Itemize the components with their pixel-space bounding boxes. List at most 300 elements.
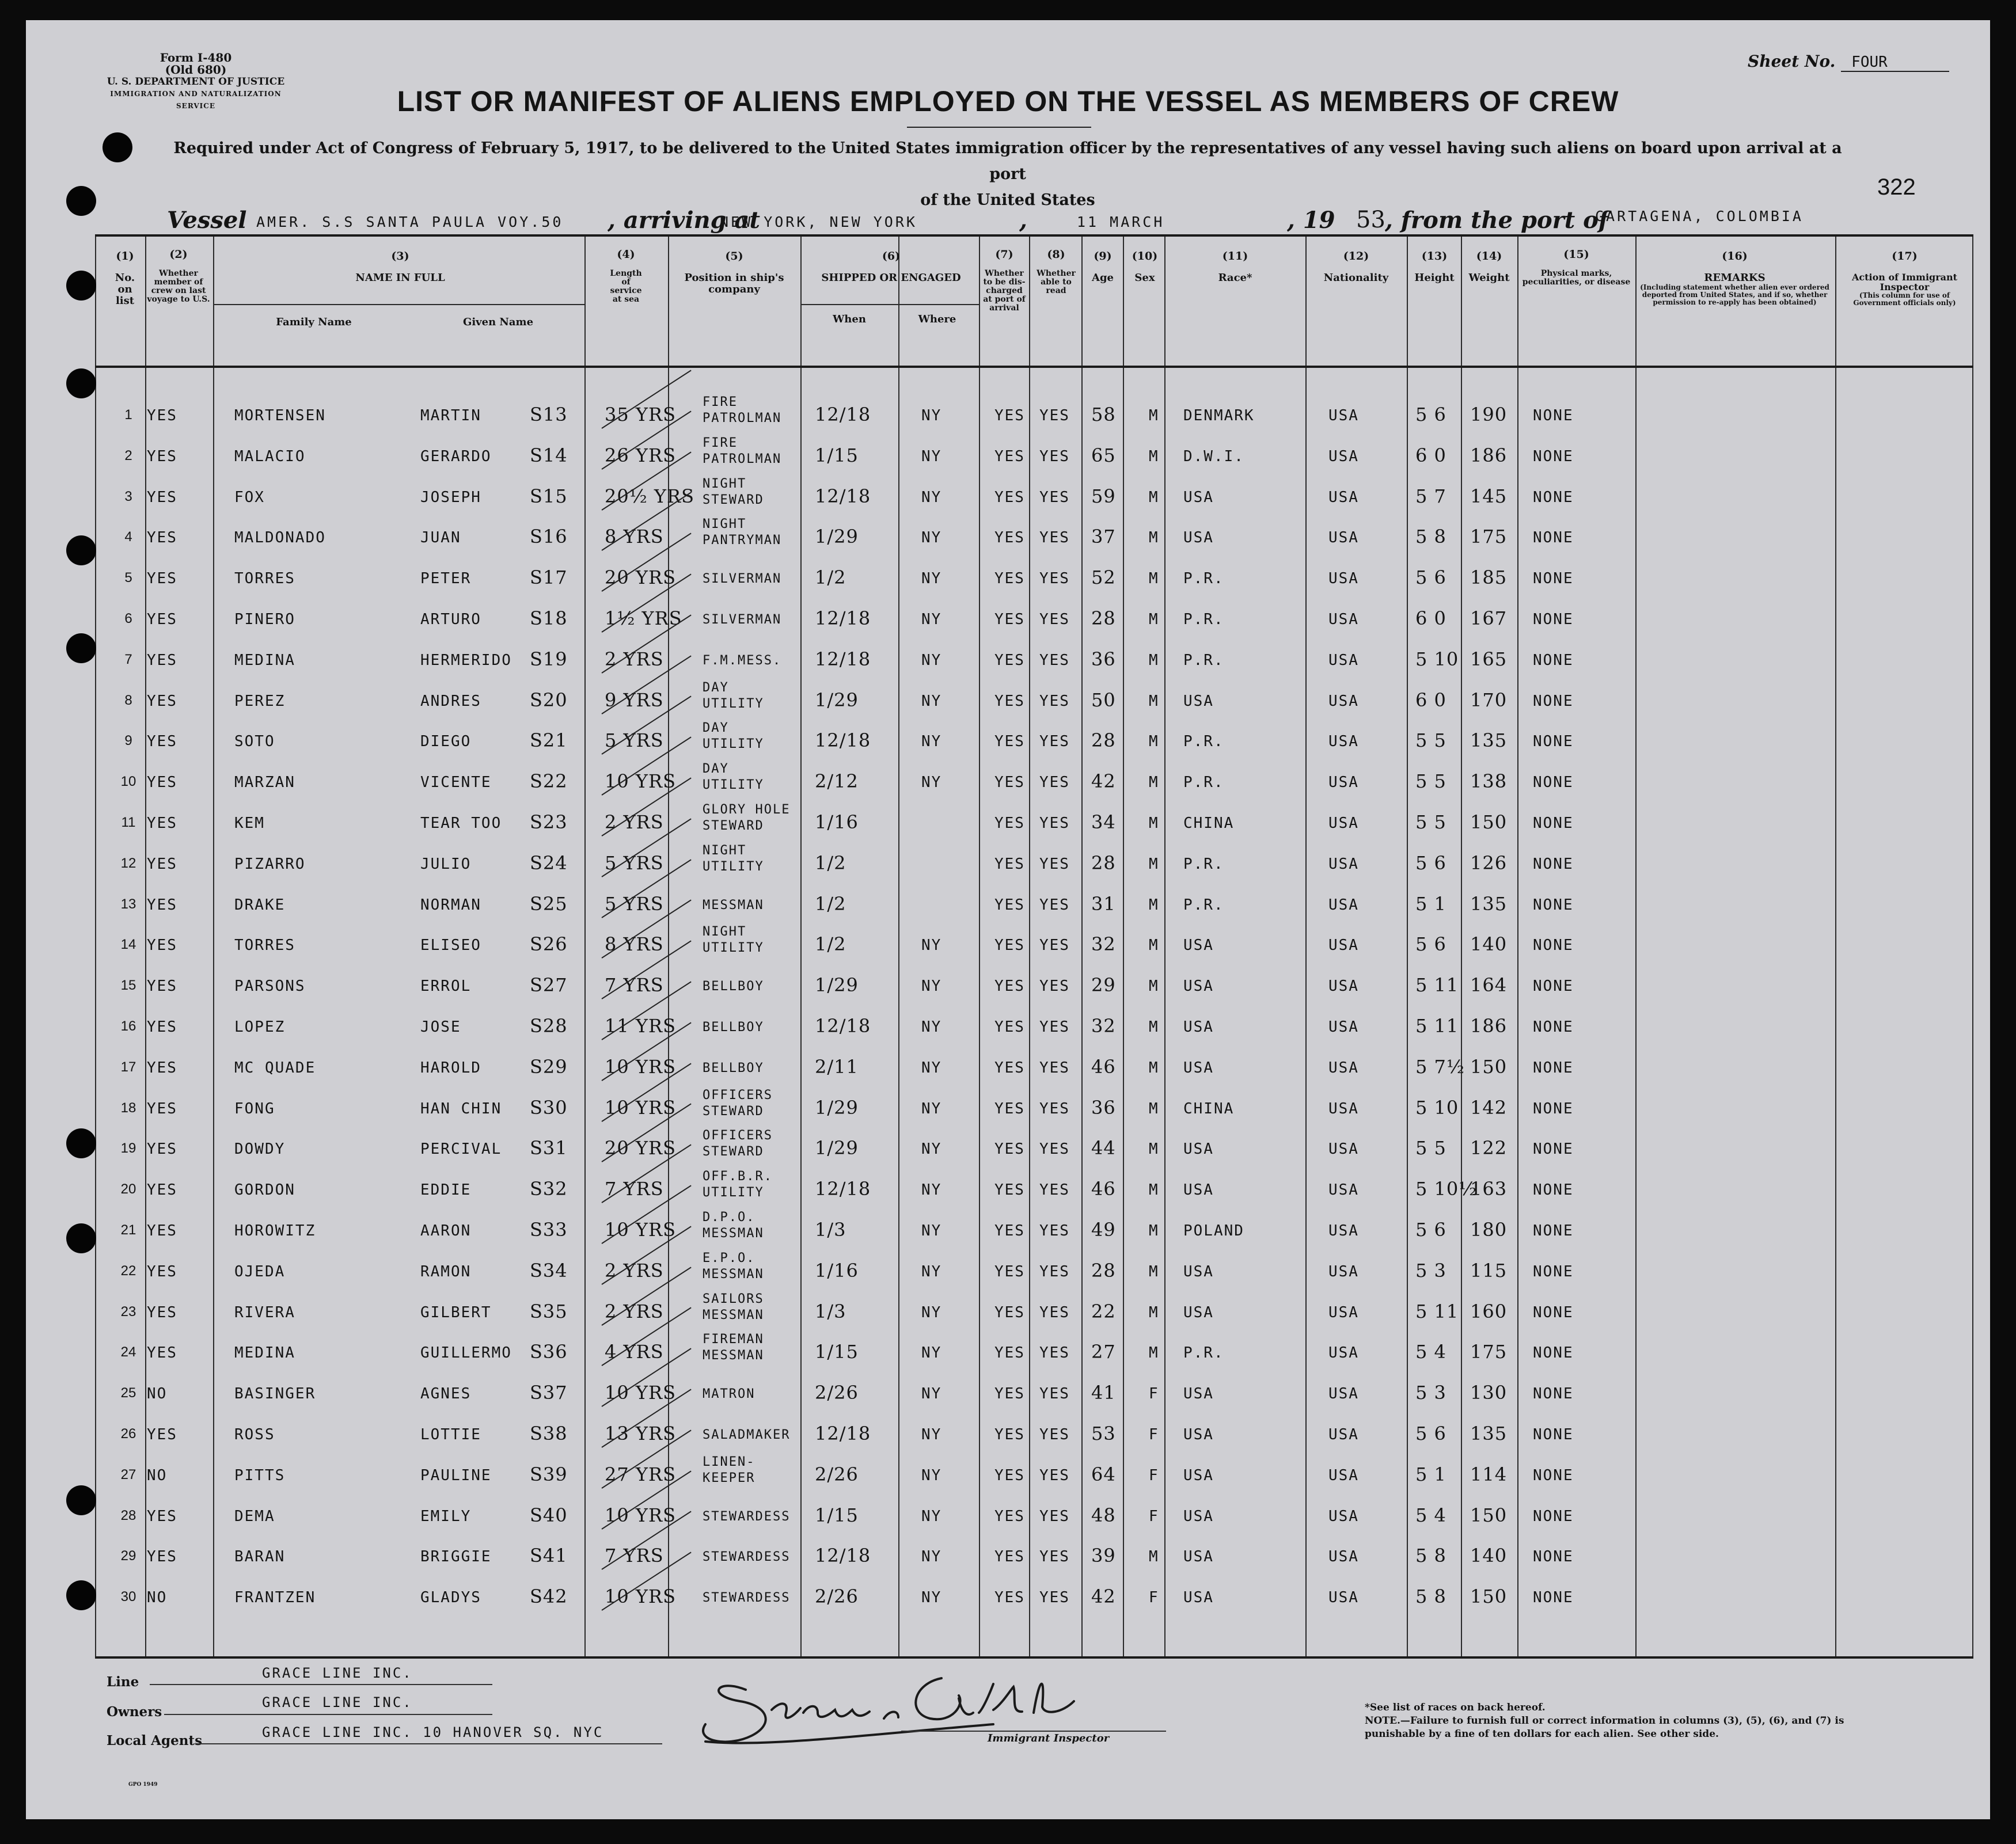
col10-header: (10) Sex [1132, 250, 1158, 284]
cell-where: NY [921, 447, 942, 465]
cell-position [703, 516, 829, 549]
cell-position [703, 720, 829, 752]
cell-position [703, 761, 829, 793]
table-border [95, 366, 1973, 368]
cell-read: YES [1039, 774, 1070, 792]
cell-marks: NONE [1533, 651, 1574, 669]
cell-marks: NONE [1533, 1303, 1574, 1321]
cell-marks: NONE [1533, 611, 1574, 628]
col6-when-header: When [833, 313, 866, 325]
cell-nationality: USA [1328, 1589, 1359, 1607]
cell-height: 5 8 [1415, 1545, 1446, 1567]
cell-code: S15 [530, 485, 568, 507]
row-number: 28 [120, 1507, 136, 1523]
cell-given: JULIO [420, 855, 472, 873]
row-number: 21 [120, 1222, 136, 1238]
cell-weight: 142 [1470, 1096, 1508, 1119]
cell-when: 2/26 [815, 1382, 859, 1404]
cell-when: 12/18 [815, 729, 871, 752]
cell-crew: YES [147, 978, 177, 995]
cell-discharged: YES [994, 774, 1025, 792]
cell-height: 5 11 [1415, 1015, 1459, 1037]
cell-family: TORRES [234, 570, 295, 588]
column-rule [1517, 234, 1518, 1656]
cell-family: DOWDY [234, 1140, 286, 1158]
cell-weight: 150 [1470, 1586, 1508, 1608]
row-number: 1 [124, 407, 132, 423]
position-line: SALADMAKER [703, 1428, 791, 1442]
cell-weight: 170 [1470, 689, 1508, 711]
cell-position [703, 680, 829, 712]
cell-marks: NONE [1533, 407, 1574, 424]
cell-race: USA [1183, 937, 1214, 955]
cell-age: 50 [1091, 689, 1116, 711]
cell-family: BARAN [234, 1548, 286, 1566]
cell-marks: NONE [1533, 733, 1574, 751]
cell-where: NY [921, 1548, 942, 1566]
cell-read: YES [1039, 488, 1070, 506]
cell-height: 5 5 [1415, 729, 1446, 752]
position-line: FIRE [703, 395, 738, 409]
footnote-races: *See list of races on back hereof. [1365, 1702, 1546, 1713]
from-port: CARTAGENA, COLOMBIA [1595, 208, 1804, 225]
row-number: 25 [120, 1385, 136, 1401]
cell-when: 1/16 [815, 1259, 859, 1282]
cell-family: OJEDA [234, 1263, 286, 1280]
cell-family: PEREZ [234, 692, 286, 710]
cell-marks: NONE [1533, 488, 1574, 506]
col12-header: (12) Nationality [1323, 250, 1389, 284]
cell-service: 2 YRS [605, 811, 664, 833]
col5-header: (5) Position in ship's company [684, 250, 784, 295]
row-number: 18 [120, 1100, 136, 1116]
cell-sex: F [1149, 1507, 1159, 1525]
cell-marks: NONE [1533, 1466, 1574, 1484]
cell-crew: YES [147, 733, 177, 751]
cell-service: 8 YRS [605, 526, 664, 548]
cell-nationality: USA [1328, 1059, 1359, 1077]
cell-family: TORRES [234, 937, 295, 955]
cell-weight: 130 [1470, 1382, 1508, 1404]
cell-race: USA [1183, 1589, 1214, 1607]
col13-header: (13) Height [1414, 250, 1455, 284]
cell-sex: M [1149, 611, 1159, 628]
col14-header: (14) Weight [1468, 250, 1510, 284]
cell-age: 44 [1091, 1137, 1116, 1159]
cell-when: 1/29 [815, 1137, 859, 1159]
cell-service: 8 YRS [605, 933, 664, 956]
cell-age: 49 [1091, 1219, 1116, 1241]
cell-position [703, 1291, 829, 1324]
cell-sex: M [1149, 1344, 1159, 1362]
row-number: 13 [120, 896, 136, 912]
cell-code: S35 [530, 1300, 568, 1322]
cell-read: YES [1039, 733, 1070, 751]
cell-height: 5 8 [1415, 1586, 1446, 1608]
cell-service: 5 YRS [605, 729, 664, 752]
cell-position [703, 435, 829, 467]
cell-read: YES [1039, 1181, 1070, 1199]
column-rule [1029, 234, 1030, 1656]
cell-where: NY [921, 570, 942, 588]
cell-when: 12/18 [815, 648, 871, 670]
column-rule [95, 234, 96, 1656]
position-line: UTILITY [703, 696, 764, 711]
row-number: 30 [120, 1589, 136, 1605]
cell-code: S20 [530, 689, 568, 711]
cell-code: S30 [530, 1096, 568, 1119]
col11-header: (11) Race* [1218, 250, 1252, 284]
cell-height: 5 10 [1415, 1096, 1459, 1119]
cell-code: S34 [530, 1259, 568, 1282]
cell-nationality: USA [1328, 1466, 1359, 1484]
cell-family: FONG [234, 1100, 275, 1117]
punch-hole [102, 132, 132, 162]
cell-race: D.W.I. [1183, 447, 1244, 465]
cell-code: S27 [530, 974, 568, 997]
cell-race: USA [1183, 692, 1214, 710]
cell-when: 12/18 [815, 1423, 871, 1444]
cell-crew: YES [147, 1548, 177, 1566]
cell-nationality: USA [1328, 1303, 1359, 1321]
cell-read: YES [1039, 1100, 1070, 1117]
col6-where-header: Where [918, 313, 956, 325]
cell-race: P.R. [1183, 855, 1224, 873]
cell-weight: 150 [1470, 1504, 1508, 1526]
cell-age: 31 [1091, 892, 1116, 915]
cell-sex: M [1149, 1059, 1159, 1077]
row-number: 2 [124, 447, 132, 463]
cell-family: HOROWITZ [234, 1222, 316, 1240]
cell-read: YES [1039, 651, 1070, 669]
cell-crew: YES [147, 1059, 177, 1077]
cell-sex: M [1149, 1263, 1159, 1280]
cell-given: GERARDO [420, 447, 492, 465]
cell-discharged: YES [994, 896, 1025, 914]
cell-service: 10 YRS [605, 1219, 677, 1241]
cell-when: 1/29 [815, 974, 859, 997]
cell-discharged: YES [994, 1385, 1025, 1403]
cell-given: ARTURO [420, 611, 481, 628]
arriving-port: NEW YORK, NEW YORK [720, 214, 917, 230]
cell-sex: M [1149, 733, 1159, 751]
col17-header: (17) Action of Immigrant Inspector (This column for use of Government officials only) [1851, 250, 1958, 307]
position-line: UTILITY [703, 941, 764, 956]
column-rule [1305, 234, 1307, 1656]
cell-race: USA [1183, 1385, 1214, 1403]
cell-sex: M [1149, 1018, 1159, 1036]
cell-position [703, 1427, 829, 1443]
cell-sex: M [1149, 488, 1159, 506]
cell-discharged: YES [994, 733, 1025, 751]
position-line: PATROLMAN [703, 451, 782, 466]
cell-height: 5 5 [1415, 811, 1446, 833]
cell-code: S19 [530, 648, 568, 670]
row-number: 9 [124, 733, 132, 749]
position-line: DAY [703, 762, 729, 777]
cell-when: 1/3 [815, 1219, 846, 1241]
cell-service: 9 YRS [605, 689, 664, 711]
cell-weight: 135 [1470, 892, 1508, 915]
cell-when: 1/2 [815, 851, 846, 874]
cell-nationality: USA [1328, 1548, 1359, 1566]
punch-hole [66, 633, 96, 663]
cell-given: ELISEO [420, 937, 481, 955]
cell-where: NY [921, 1426, 942, 1443]
cell-crew: YES [147, 570, 177, 588]
cell-position [703, 394, 829, 427]
cell-height: 6 0 [1415, 444, 1446, 466]
cell-family: PITTS [234, 1466, 286, 1484]
cell-position [703, 571, 829, 587]
cell-marks: NONE [1533, 1222, 1574, 1240]
cell-read: YES [1039, 815, 1070, 832]
cell-age: 59 [1091, 485, 1116, 507]
cell-family: PIZARRO [234, 855, 306, 873]
cell-sex: M [1149, 1100, 1159, 1117]
cell-height: 5 7½ [1415, 1055, 1465, 1078]
cell-age: 34 [1091, 811, 1116, 833]
cell-where: NY [921, 692, 942, 710]
cell-family: PINERO [234, 611, 295, 628]
cell-weight: 180 [1470, 1219, 1508, 1241]
cell-marks: NONE [1533, 896, 1574, 914]
cell-code: S41 [530, 1545, 568, 1567]
cell-marks: NONE [1533, 1344, 1574, 1362]
row-number: 4 [124, 529, 132, 545]
cell-discharged: YES [994, 1507, 1025, 1525]
row-number: 27 [120, 1466, 136, 1482]
cell-when: 1/2 [815, 892, 846, 915]
cell-service: 5 YRS [605, 851, 664, 874]
cell-height: 5 6 [1415, 1219, 1446, 1241]
cell-height: 5 5 [1415, 1137, 1446, 1159]
cell-weight: 160 [1470, 1300, 1508, 1322]
cell-position [703, 843, 829, 875]
position-line: UTILITY [703, 737, 764, 752]
cell-where: NY [921, 488, 942, 506]
cell-service: 1½ YRS [605, 607, 682, 629]
position-line: E.P.O. [703, 1250, 755, 1265]
cell-family: MEDINA [234, 1344, 295, 1362]
cell-family: FRANTZEN [234, 1589, 316, 1607]
cell-marks: NONE [1533, 1018, 1574, 1036]
cell-weight: 126 [1470, 851, 1508, 874]
cell-where: NY [921, 937, 942, 955]
cell-height: 5 8 [1415, 526, 1446, 548]
cell-marks: NONE [1533, 937, 1574, 955]
column-rule [1972, 234, 1973, 1656]
cell-given: LOTTIE [420, 1426, 481, 1443]
cell-read: YES [1039, 529, 1070, 547]
punch-hole [66, 186, 96, 216]
cell-sex: M [1149, 1181, 1159, 1199]
cell-position [703, 1210, 829, 1242]
cell-discharged: YES [994, 1303, 1025, 1321]
cell-code: S28 [530, 1015, 568, 1037]
cell-age: 32 [1091, 933, 1116, 956]
form-old-number: (Old 680) [165, 63, 227, 77]
cell-read: YES [1039, 1426, 1070, 1443]
cell-sex: M [1149, 1222, 1159, 1240]
cell-age: 65 [1091, 444, 1116, 466]
cell-sex: M [1149, 447, 1159, 465]
cell-age: 58 [1091, 404, 1116, 425]
cell-age: 28 [1091, 607, 1116, 629]
sheet-number-value: FOUR [1841, 54, 1949, 72]
cell-code: S25 [530, 892, 568, 915]
header-rule [213, 304, 584, 305]
cell-race: USA [1183, 488, 1214, 506]
header-rule [800, 304, 979, 305]
cell-height: 5 11 [1415, 1300, 1459, 1322]
position-line: STEWARDESS [703, 1550, 791, 1565]
cell-age: 42 [1091, 770, 1116, 793]
cell-position [703, 1509, 829, 1525]
cell-service: 20 YRS [605, 1137, 677, 1159]
cell-given: HAROLD [420, 1059, 481, 1077]
row-number: 5 [124, 570, 132, 586]
cell-service: 20½ YRS [605, 485, 695, 507]
cell-discharged: YES [994, 651, 1025, 669]
cell-crew: YES [147, 1140, 177, 1158]
cell-given: DIEGO [420, 733, 472, 751]
cell-height: 5 10 [1415, 648, 1459, 670]
signature-caption: Immigrant Inspector [988, 1732, 1110, 1744]
position-line: BELLBOY [703, 979, 764, 994]
cell-given: AARON [420, 1222, 472, 1240]
cell-nationality: USA [1328, 896, 1359, 914]
cell-race: P.R. [1183, 1344, 1224, 1362]
col7-header: (7) Whether to be dis-charged at port of arrival [983, 248, 1026, 313]
cell-read: YES [1039, 937, 1070, 955]
position-line: F.M.MESS. [703, 653, 782, 668]
cell-code: S18 [530, 607, 568, 629]
cell-code: S40 [530, 1504, 568, 1526]
cell-crew: YES [147, 651, 177, 669]
service-name: IMMIGRATION AND NATURALIZATION SERVICE [110, 90, 282, 110]
cell-read: YES [1039, 1466, 1070, 1484]
cell-service: 10 YRS [605, 1382, 677, 1404]
cell-crew: YES [147, 1303, 177, 1321]
cell-position [703, 612, 829, 628]
cell-marks: NONE [1533, 1589, 1574, 1607]
cell-crew: YES [147, 1263, 177, 1280]
cell-marks: NONE [1533, 692, 1574, 710]
cell-race: CHINA [1183, 1100, 1235, 1117]
cell-code: S36 [530, 1341, 568, 1363]
column-rule [1081, 234, 1083, 1656]
row-number: 12 [120, 855, 136, 871]
cell-family: GORDON [234, 1181, 295, 1199]
cell-weight: 186 [1470, 1015, 1508, 1037]
position-line: SILVERMAN [703, 613, 782, 627]
cell-weight: 190 [1470, 404, 1508, 425]
cell-crew: YES [147, 1181, 177, 1199]
cell-sex: M [1149, 855, 1159, 873]
cell-position [703, 1454, 829, 1486]
cell-read: YES [1039, 978, 1070, 995]
position-line: MESSMAN [703, 1307, 764, 1322]
position-line: DAY [703, 680, 729, 695]
manifest-sheet [26, 20, 1990, 1819]
col6-header: (6) SHIPPED OR ENGAGED [821, 250, 961, 284]
cell-crew: YES [147, 447, 177, 465]
row-number: 15 [120, 978, 136, 994]
row-number: 29 [120, 1548, 136, 1564]
position-line: FIREMAN [703, 1332, 764, 1347]
punch-hole [66, 368, 96, 398]
cell-code: S32 [530, 1178, 568, 1200]
position-line: MESSMAN [703, 1226, 764, 1241]
position-line: GLORY HOLE [703, 803, 791, 817]
cell-sex: M [1149, 896, 1159, 914]
cell-nationality: USA [1328, 1385, 1359, 1403]
cell-sex: M [1149, 407, 1159, 424]
cell-sex: M [1149, 937, 1159, 955]
position-line: UTILITY [703, 778, 764, 793]
cell-code: S21 [530, 729, 568, 752]
cell-age: 46 [1091, 1178, 1116, 1200]
cell-height: 5 1 [1415, 892, 1446, 915]
cell-where: NY [921, 651, 942, 669]
position-line: DAY [703, 721, 729, 736]
cell-crew: YES [147, 774, 177, 792]
cell-race: P.R. [1183, 611, 1224, 628]
cell-where: NY [921, 978, 942, 995]
cell-sex: M [1149, 978, 1159, 995]
subtitle-line-2: of the United States [920, 191, 1095, 209]
cell-where: NY [921, 774, 942, 792]
cell-where: NY [921, 1059, 942, 1077]
position-line: KEEPER [703, 1470, 755, 1485]
cell-code: S31 [530, 1137, 568, 1159]
cell-family: FOX [234, 488, 265, 506]
cell-crew: YES [147, 611, 177, 628]
cell-read: YES [1039, 692, 1070, 710]
position-line: STEWARD [703, 1145, 764, 1159]
cell-read: YES [1039, 1140, 1070, 1158]
cell-marks: NONE [1533, 1263, 1574, 1280]
cell-where: NY [921, 1303, 942, 1321]
row-number: 10 [120, 774, 136, 790]
cell-marks: NONE [1533, 1100, 1574, 1117]
vessel-name: AMER. S.S SANTA PAULA VOY.50 [256, 214, 564, 230]
cell-read: YES [1039, 447, 1070, 465]
cell-age: 36 [1091, 648, 1116, 670]
line-value: GRACE LINE INC. [262, 1665, 413, 1681]
cell-height: 5 6 [1415, 404, 1446, 425]
cell-nationality: USA [1328, 855, 1359, 873]
cell-nationality: USA [1328, 774, 1359, 792]
cell-read: YES [1039, 1303, 1070, 1321]
cell-weight: 150 [1470, 1055, 1508, 1078]
cell-given: HAN CHIN [420, 1100, 502, 1117]
cell-position [703, 924, 829, 956]
cell-service: 10 YRS [605, 1096, 677, 1119]
cell-age: 28 [1091, 1259, 1116, 1282]
cell-weight: 175 [1470, 1341, 1508, 1363]
cell-when: 1/15 [815, 1341, 859, 1363]
cell-when: 12/18 [815, 607, 871, 629]
cell-discharged: YES [994, 1263, 1025, 1280]
cell-when: 1/15 [815, 1504, 859, 1526]
cell-sex: M [1149, 529, 1159, 547]
cell-discharged: YES [994, 611, 1025, 628]
col16-header: (16) REMARKS (Including statement whether alien ever ordered deported from United States, and if so, whether permission to re-apply has been obtained) [1640, 250, 1829, 306]
cell-height: 5 11 [1415, 974, 1459, 997]
column-rule [1407, 234, 1408, 1656]
